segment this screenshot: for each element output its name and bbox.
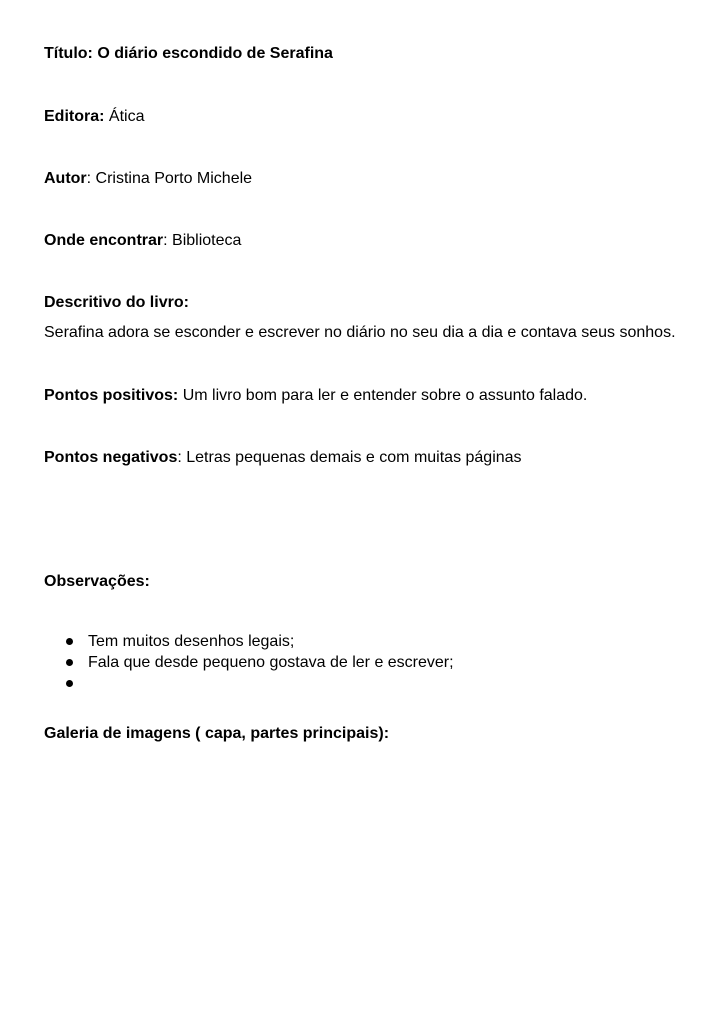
- autor-value: : Cristina Porto Michele: [86, 170, 253, 187]
- onde-encontrar-value: : Biblioteca: [163, 232, 242, 249]
- autor-label: Autor: [44, 170, 87, 187]
- bullet-icon: [66, 638, 73, 645]
- list-item: [44, 673, 454, 694]
- pontos-negativos-label: Pontos negativos: [44, 449, 178, 466]
- pontos-negativos-line: [44, 447, 680, 468]
- descritivo-label: Descritivo do livro:: [44, 294, 189, 311]
- pontos-positivos-value: Um livro bom para ler e entender sobre o assunto falado.: [182, 387, 588, 404]
- galeria-label: Galeria de imagens ( capa, partes principais):: [44, 725, 390, 742]
- onde-encontrar-line: [44, 230, 680, 251]
- observacoes-list: [44, 631, 454, 694]
- onde-encontrar-label: Onde encontrar: [44, 232, 164, 249]
- editora-value: Ática: [108, 108, 145, 125]
- list-item: [44, 631, 454, 652]
- editora-line: [44, 106, 680, 127]
- list-item-text: Tem muitos desenhos legais;: [88, 633, 295, 650]
- list-item-text: Fala que desde pequeno gostava de ler e escrever;: [88, 654, 454, 671]
- pontos-negativos-value: : Letras pequenas demais e com muitas páginas: [177, 449, 522, 466]
- observacoes-label: Observações:: [44, 573, 150, 590]
- autor-line: [44, 168, 680, 189]
- titulo-value: O diário escondido de Serafina: [97, 45, 333, 62]
- titulo-line: [44, 43, 680, 64]
- list-item: [44, 652, 454, 673]
- descritivo-text: Serafina adora se esconder e escrever no diário no seu dia a dia e contava seus sonhos.: [44, 324, 676, 341]
- pontos-positivos-label: Pontos positivos:: [44, 387, 179, 404]
- titulo-label: Título:: [44, 45, 93, 62]
- bullet-icon: [66, 659, 73, 666]
- bullet-icon: [66, 680, 73, 687]
- editora-label: Editora:: [44, 108, 105, 125]
- pontos-positivos-line: [44, 385, 680, 406]
